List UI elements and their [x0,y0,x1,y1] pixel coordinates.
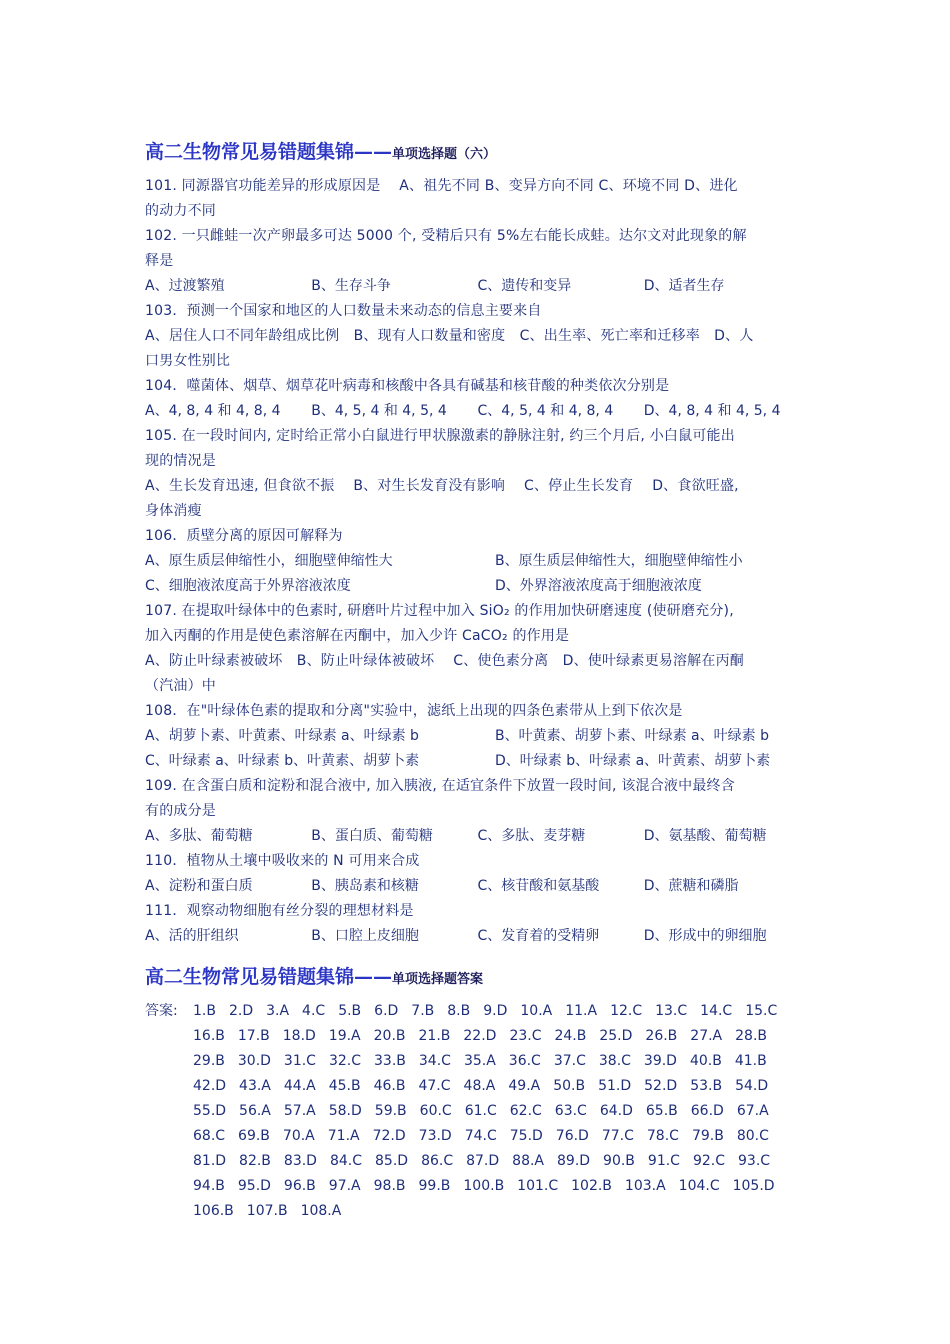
answer-item: 9.D [483,1003,508,1019]
answer-item: 50.B [553,1078,586,1094]
answer-item: 23.C [509,1028,542,1044]
question-text-line: 103．预测一个国家和地区的人口数量未来动态的信息主要来自 [145,303,542,319]
option-row [145,274,810,299]
answer-item: 4.C [302,1003,326,1019]
answer-item: 74.C [464,1128,497,1144]
answer-item: 90.B [603,1153,635,1169]
option-b: B、原生质层伸缩性大，细胞壁伸缩性小 [495,553,743,569]
answer-item: 29.B [193,1053,225,1069]
answer-item: 78.C [646,1128,679,1144]
answer-item: 89.D [557,1153,591,1169]
answer-item: 101.C [517,1178,559,1194]
answer-item: 14.C [700,1003,733,1019]
answer-item: 81.D [193,1153,227,1169]
answer-item: 8.B [447,1003,471,1019]
answer-item: 13.C [655,1003,688,1019]
answer-item: 68.C [193,1128,226,1144]
question-text-line: 有的成分是 [145,803,216,819]
question-text-line: 口男女性别比 [145,353,231,369]
answer-grid [193,999,810,1224]
section-title-questions [145,138,810,166]
answer-item: 57.A [283,1103,316,1119]
answer-item: 1.B [193,1003,216,1019]
question-text-line: 的动力不同 [145,203,216,219]
answer-item: 44.A [283,1078,316,1094]
option-b: B、口腔上皮细胞 [311,928,419,944]
option-row [145,924,810,949]
answer-item: 107.B [246,1203,288,1219]
answer-item: 77.C [601,1128,634,1144]
option-c: C、4, 5, 4 和 4, 8, 4 [477,403,614,419]
option-d: D、形成中的卵细胞 [643,928,767,944]
answer-item: 40.B [689,1053,722,1069]
answer-item: 106.B [193,1203,234,1219]
answer-item: 17.B [237,1028,270,1044]
answer-item: 58.D [328,1103,362,1119]
option-d: D、氨基酸、葡萄糖 [643,828,767,844]
answer-item: 59.B [374,1103,407,1119]
answer-item: 56.A [239,1103,271,1119]
answer-item: 85.D [375,1153,409,1169]
question-text-line: 111．观察动物细胞有丝分裂的理想材料是 [145,903,414,919]
question-104 [145,374,810,424]
answer-item: 54.D [735,1078,769,1094]
answer-item: 15.C [745,1003,778,1019]
answer-item: 62.C [509,1103,542,1119]
section-title-answers [145,963,810,991]
answer-item: 98.B [373,1178,406,1194]
answer-item: 72.D [372,1128,406,1144]
question-text-line: 身体消瘦 [145,503,202,519]
option-a: A、原生质层伸缩性小，细胞壁伸缩性大 [145,553,393,569]
answer-item: 82.B [239,1153,271,1169]
question-text-line: 现的情况是 [145,453,216,469]
question-text-line: 108．在"叶绿体色素的提取和分离"实验中，滤纸上出现的四条色素带从上到下依次是 [145,703,683,719]
answer-item: 47.C [418,1078,451,1094]
answer-item: 18.D [282,1028,316,1044]
question-text-line: A、居住人口不同年龄组成比例 B、现有人口数量和密度 C、出生率、死亡率和迁移率 D、人 [145,328,754,344]
question-105 [145,424,810,524]
option-d: D、适者生存 [643,278,725,294]
answer-item: 53.B [690,1078,723,1094]
question-text-line: 107. 在提取叶绿体中的色素时, 研磨叶片过程中加入 SiO₂ 的作用加快研磨速度 (使研磨充分), [145,603,734,619]
option-b: B、胰岛素和核糖 [311,878,419,894]
answer-item: 86.C [421,1153,454,1169]
answer-item: 12.C [610,1003,643,1019]
answer-item: 38.C [598,1053,631,1069]
answer-item: 52.D [644,1078,678,1094]
option-c: C、遗传和变异 [477,278,572,294]
title-sub: 单项选择题答案 [392,972,484,987]
option-row [145,399,810,424]
option-c: C、核苷酸和氨基酸 [477,878,600,894]
answer-item: 33.B [374,1053,406,1069]
option-row [145,824,810,849]
answer-item: 6.D [374,1003,399,1019]
answer-item: 48.A [463,1078,496,1094]
answer-item: 76.D [555,1128,589,1144]
question-text-line: 加入丙酮的作用是使色素溶解在丙酮中，加入少许 CaCO₂ 的作用是 [145,628,570,644]
answer-item: 69.B [238,1128,270,1144]
answer-item: 22.D [463,1028,497,1044]
question-text-line: 106．质壁分离的原因可解释为 [145,528,343,544]
answer-item: 71.A [327,1128,360,1144]
answer-item: 66.D [690,1103,724,1119]
answer-item: 49.A [508,1078,541,1094]
document-content [145,138,810,1224]
answer-item: 88.A [512,1153,544,1169]
question-text-line: 101. 同源器官功能差异的形成原因是 A、祖先不同 B、变异方向不同 C、环境不同 D、进化 [145,178,738,194]
answer-item: 3.A [266,1003,290,1019]
question-110 [145,849,810,899]
answer-item: 92.C [692,1153,726,1169]
option-b: B、生存斗争 [311,278,391,294]
answer-item: 65.B [645,1103,678,1119]
answer-item: 25.D [599,1028,633,1044]
question-text-line: （汽油）中 [145,678,216,694]
answer-item: 35.A [463,1053,496,1069]
option-c: C、多肽、麦芽糖 [477,828,586,844]
answer-item: 32.C [328,1053,362,1069]
question-text-line: A、防止叶绿素被破坏 B、防止叶绿体被破坏 C、使色素分离 D、使叶绿素更易溶解在丙酮 [145,653,744,669]
title-sub: 单项选择题（六） [392,147,497,162]
answer-item: 55.D [193,1103,227,1119]
answer-item: 67.A [736,1103,769,1119]
answer-item: 39.D [643,1053,677,1069]
option-c: C、叶绿素 a、叶绿素 b、叶黄素、胡萝卜素 [145,753,420,769]
answer-item: 104.C [678,1178,720,1194]
answer-item: 7.B [411,1003,435,1019]
answer-item: 10.A [520,1003,553,1019]
answer-label: 答案: [145,1003,178,1019]
option-row [145,549,810,574]
answer-item: 2.D [228,1003,254,1019]
answer-item: 108.A [300,1203,342,1219]
title-main: 高二生物常见易错题集锦—— [145,966,393,988]
answer-item: 51.D [598,1078,632,1094]
answer-item: 16.B [193,1028,225,1044]
answer-item: 24.B [554,1028,587,1044]
option-a: A、过渡繁殖 [145,278,225,294]
answer-item: 95.D [237,1178,271,1194]
answer-item: 70.A [282,1128,315,1144]
answer-item: 63.C [554,1103,587,1119]
answer-item: 20.B [373,1028,406,1044]
option-c: C、细胞液浓度高于外界溶液浓度 [145,578,351,594]
option-d: D、蔗糖和磷脂 [643,878,739,894]
answer-item: 45.B [328,1078,361,1094]
answer-item: 28.B [735,1028,767,1044]
option-row [145,574,810,599]
option-d: D、叶绿素 b、叶绿素 a、叶黄素、胡萝卜素 [495,753,771,769]
question-108 [145,699,810,774]
option-b: B、蛋白质、葡萄糖 [311,828,433,844]
question-text-line: A、生长发育迅速, 但食欲不振 B、对生长发育没有影响 C、停止生长发育 D、食欲旺盛, [145,478,739,494]
answer-item: 87.D [466,1153,500,1169]
option-c: C、发育着的受精卵 [477,928,600,944]
answer-item: 19.A [328,1028,361,1044]
option-a: A、多肽、葡萄糖 [145,828,253,844]
question-101 [145,174,810,224]
option-d: D、外界溶液浓度高于细胞液浓度 [495,578,702,594]
question-text-line: 102. 一只雌蛙一次产卵最多可达 5000 个, 受精后只有 5%左右能长成蛙。达尔文对此现象的解 [145,228,747,244]
answer-item: 100.B [463,1178,505,1194]
option-b: B、4, 5, 4 和 4, 5, 4 [311,403,447,419]
answer-item: 84.C [329,1153,363,1169]
option-a: A、淀粉和蛋白质 [145,878,253,894]
question-text-line: 105. 在一段时间内, 定时给正常小白鼠进行甲状腺激素的静脉注射, 约三个月后, 小白鼠可能出 [145,428,735,444]
answer-item: 21.B [418,1028,451,1044]
answer-item: 31.C [283,1053,316,1069]
answer-item: 99.B [418,1178,451,1194]
answer-item: 73.D [418,1128,452,1144]
answer-block [145,999,810,1224]
question-109 [145,774,810,849]
answer-item: 60.C [419,1103,452,1119]
answer-item: 97.A [328,1178,361,1194]
option-b: B、叶黄素、胡萝卜素、叶绿素 a、叶绿素 b [495,728,769,744]
answer-item: 46.B [373,1078,406,1094]
answer-item: 36.C [508,1053,541,1069]
answer-item: 93.C [738,1153,771,1169]
question-list [145,174,810,949]
answer-item: 83.D [283,1153,317,1169]
option-a: A、4, 8, 4 和 4, 8, 4 [145,403,281,419]
title-main: 高二生物常见易错题集锦—— [145,141,393,163]
answer-item: 105.D [732,1178,775,1194]
answer-item: 96.B [283,1178,316,1194]
answer-item: 91.C [647,1153,680,1169]
question-106 [145,524,810,599]
option-row [145,874,810,899]
answer-item: 80.C [736,1128,769,1144]
answer-item: 43.A [239,1078,271,1094]
answer-item: 61.C [464,1103,497,1119]
answer-item: 41.B [734,1053,767,1069]
answer-item: 103.A [624,1178,666,1194]
answer-item: 5.B [338,1003,362,1019]
question-text-line: 110．植物从土壤中吸收来的 N 可用来合成 [145,853,420,869]
answer-item: 37.C [553,1053,586,1069]
option-a: A、胡萝卜素、叶黄素、叶绿素 a、叶绿素 b [145,728,419,744]
answer-item: 64.D [599,1103,633,1119]
answer-item: 34.C [418,1053,451,1069]
answer-item: 11.A [565,1003,598,1019]
answer-item: 79.B [691,1128,724,1144]
option-row [145,724,810,749]
answer-item: 94.B [193,1178,225,1194]
question-111 [145,899,810,949]
answer-item: 27.A [690,1028,723,1044]
question-text-line: 104．噬菌体、烟草、烟草花叶病毒和核酸中各具有碱基和核苷酸的种类依次分别是 [145,378,670,394]
question-text-line: 109. 在含蛋白质和淀粉和混合液中, 加入胰液, 在适宜条件下放置一段时间, 该混合液中最终含 [145,778,735,794]
answer-item: 26.B [645,1028,678,1044]
answer-item: 30.D [237,1053,271,1069]
option-row [145,749,810,774]
question-103 [145,299,810,374]
question-text-line: 释是 [145,253,174,269]
answer-item: 42.D [193,1078,227,1094]
question-107 [145,599,810,699]
answer-item: 102.B [571,1178,612,1194]
question-102 [145,224,810,299]
option-a: A、活的肝组织 [145,928,239,944]
option-d: D、4, 8, 4 和 4, 5, 4 [643,403,781,419]
answer-item: 75.D [509,1128,543,1144]
